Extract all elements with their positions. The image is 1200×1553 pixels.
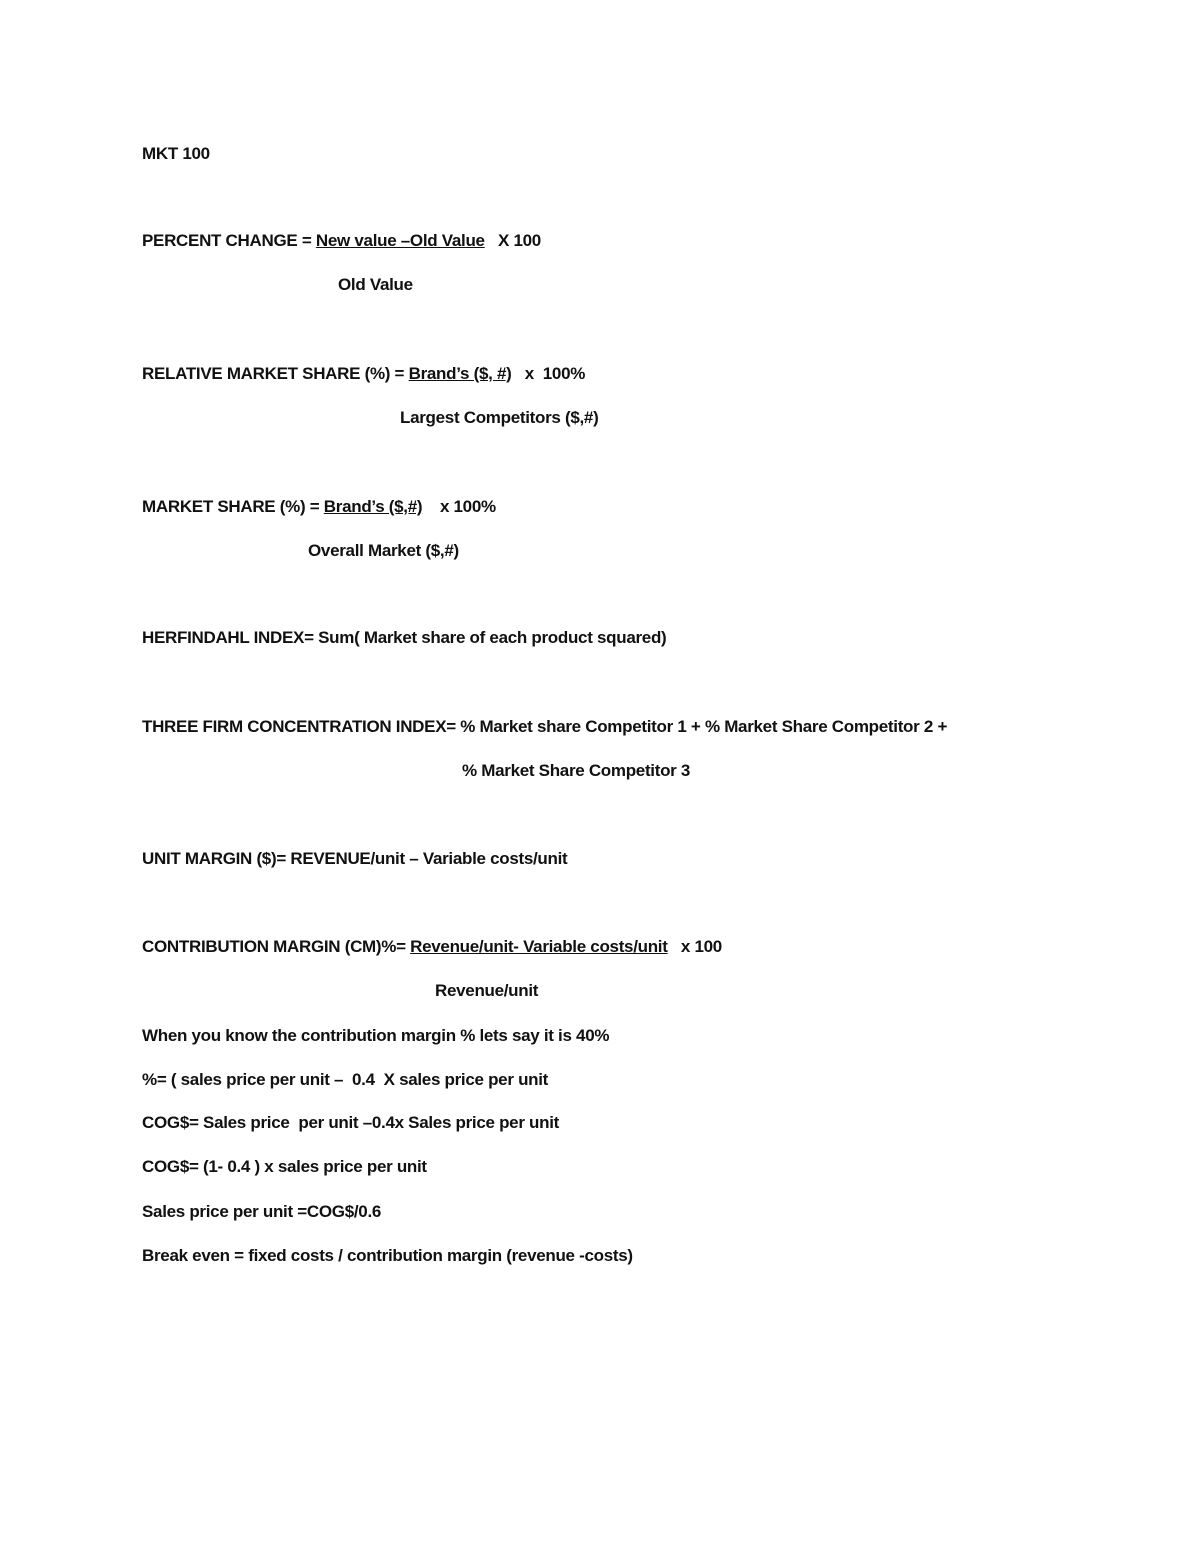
contribution-margin-denominator: Revenue/unit xyxy=(435,981,539,1000)
note-line: Sales price per unit =COG$/0.6 xyxy=(142,1202,382,1221)
note-line: Break even = fixed costs / contribution margin (revenue -costs) xyxy=(142,1246,633,1265)
contribution-margin-formula xyxy=(142,936,722,958)
herfindahl-formula xyxy=(142,627,666,649)
three-firm-formula xyxy=(142,716,947,738)
contribution-margin-numerator: Revenue/unit- Variable costs/unit xyxy=(410,937,668,956)
contribution-margin-label: CONTRIBUTION MARGIN (CM)%= xyxy=(142,937,411,956)
percent-change-label: PERCENT CHANGE = xyxy=(142,231,316,250)
percent-change-denominator: Old Value xyxy=(338,275,413,294)
market-share-formula xyxy=(142,496,496,518)
market-share-suffix: x 100% xyxy=(422,497,496,516)
relative-market-share-numerator: Brand’s ($, #) xyxy=(408,364,512,383)
note-line: COG$= (1- 0.4 ) x sales price per unit xyxy=(142,1157,427,1176)
percent-change-formula xyxy=(142,230,541,252)
relative-market-share-suffix: x 100% xyxy=(511,364,586,383)
herfindahl-label: HERFINDAHL INDEX= xyxy=(142,628,319,647)
relative-market-share-denominator: Largest Competitors ($,#) xyxy=(400,408,599,427)
percent-change-suffix: X 100 xyxy=(484,231,541,250)
three-firm-text: % Market share Competitor 1 + % Market Share Competitor 2 + xyxy=(460,717,948,736)
contribution-margin-suffix: x 100 xyxy=(667,937,722,956)
note-line: %= ( sales price per unit – 0.4 X sales price per unit xyxy=(142,1070,549,1089)
note-line: When you know the contribution margin % lets say it is 40% xyxy=(142,1026,610,1045)
unit-margin-text: /unit – Variable costs/unit xyxy=(370,849,568,868)
course-title: MKT 100 xyxy=(142,144,210,163)
percent-change-numerator: New value –Old Value xyxy=(315,231,485,250)
unit-margin-formula xyxy=(142,848,567,870)
three-firm-continuation: % Market Share Competitor 3 xyxy=(462,761,691,780)
unit-margin-label: UNIT MARGIN ($)= REVENUE xyxy=(142,849,371,868)
herfindahl-text: Sum( Market share of each product squared) xyxy=(318,628,667,647)
market-share-denominator: Overall Market ($,#) xyxy=(308,541,459,560)
three-firm-label: THREE FIRM CONCENTRATION INDEX= xyxy=(142,717,461,736)
relative-market-share-formula xyxy=(142,363,585,385)
note-line: COG$= Sales price per unit –0.4x Sales price per unit xyxy=(142,1113,560,1132)
market-share-label: MARKET SHARE (%) = xyxy=(142,497,324,516)
relative-market-share-label: RELATIVE MARKET SHARE (%) = xyxy=(142,364,409,383)
market-share-numerator: Brand’s ($,#) xyxy=(323,497,423,516)
